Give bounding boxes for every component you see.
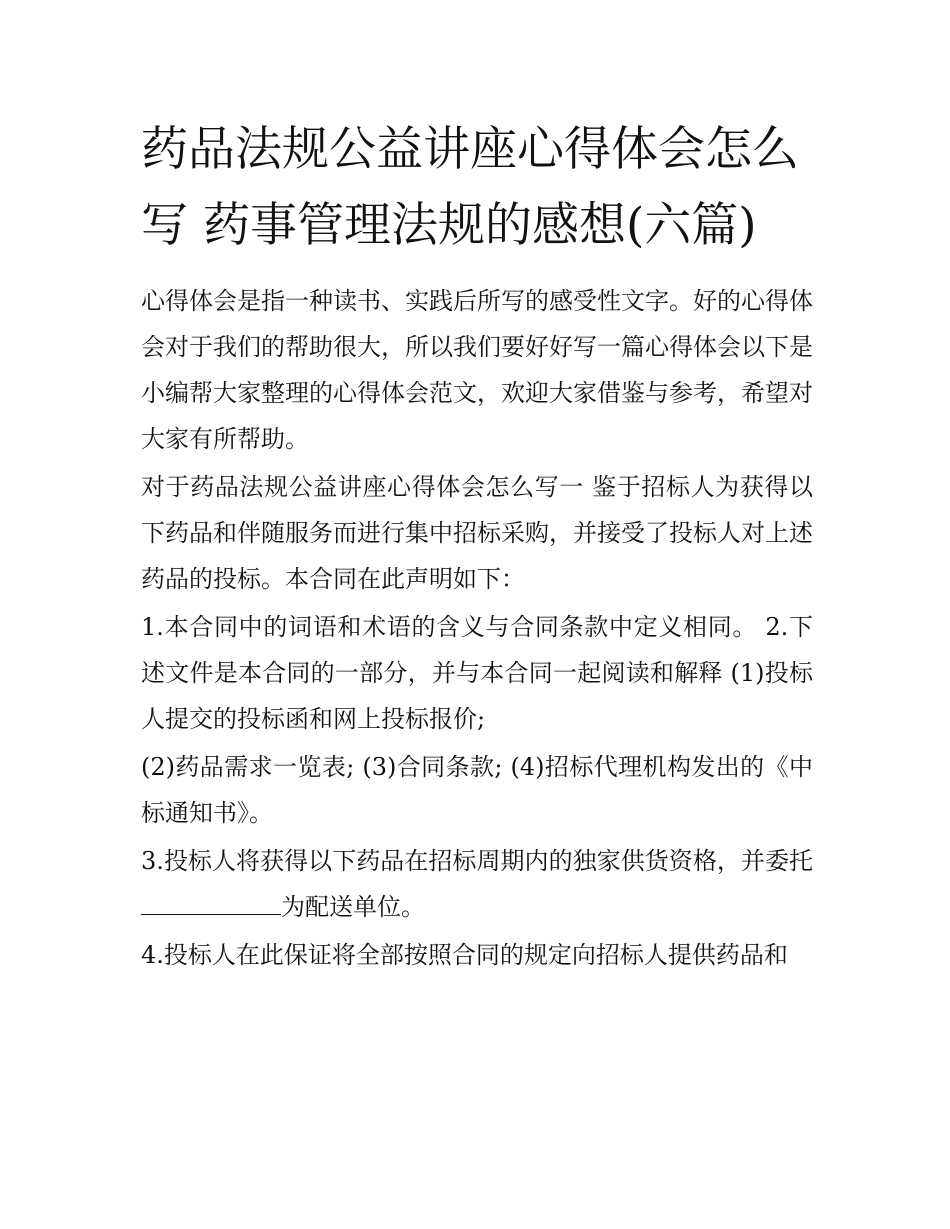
fill-in-blank <box>141 892 281 915</box>
clause-list-paragraph: (2)药品需求一览表; (3)合同条款; (4)招标代理机构发出的《中标通知书》。 <box>141 753 813 827</box>
intro-paragraph: 心得体会是指一种读书、实践后所写的感受性文字。好的心得体会对于我们的帮助很大，所以我们要好好写一篇心得体会以下是小编帮大家整理的心得体会范文，欢迎大家借鉴与参考，希望对大家有所帮助。 <box>141 287 813 453</box>
document-page <box>141 112 813 980</box>
clause-3-paragraph <box>141 838 813 930</box>
clause-3-tail: 为配送单位。 <box>281 893 425 921</box>
clause-3-text: 3.投标人将获得以下药品在招标周期内的独家供货资格，并委托 <box>141 847 813 875</box>
clause-4-paragraph: 4.投标人在此保证将全部按照合同的规定向招标人提供药品和 <box>141 941 788 969</box>
clause-1-2-paragraph: 1.本合同中的词语和术语的含义与合同条款中定义相同。 2.下述文件是本合同的一部分，并与本合同一起阅读和解释 (1)投标人提交的投标函和网上投标报价; <box>141 613 813 733</box>
document-title: 药品法规公益讲座心得体会怎么写 药事管理法规的感想(六篇) <box>141 122 799 253</box>
section-one-paragraph: 对于药品法规公益讲座心得体会怎么写一 鉴于招标人为获得以下药品和伴随服务而进行集中招标采购，并接受了投标人对上述药品的投标。本合同在此声明如下： <box>141 473 813 593</box>
